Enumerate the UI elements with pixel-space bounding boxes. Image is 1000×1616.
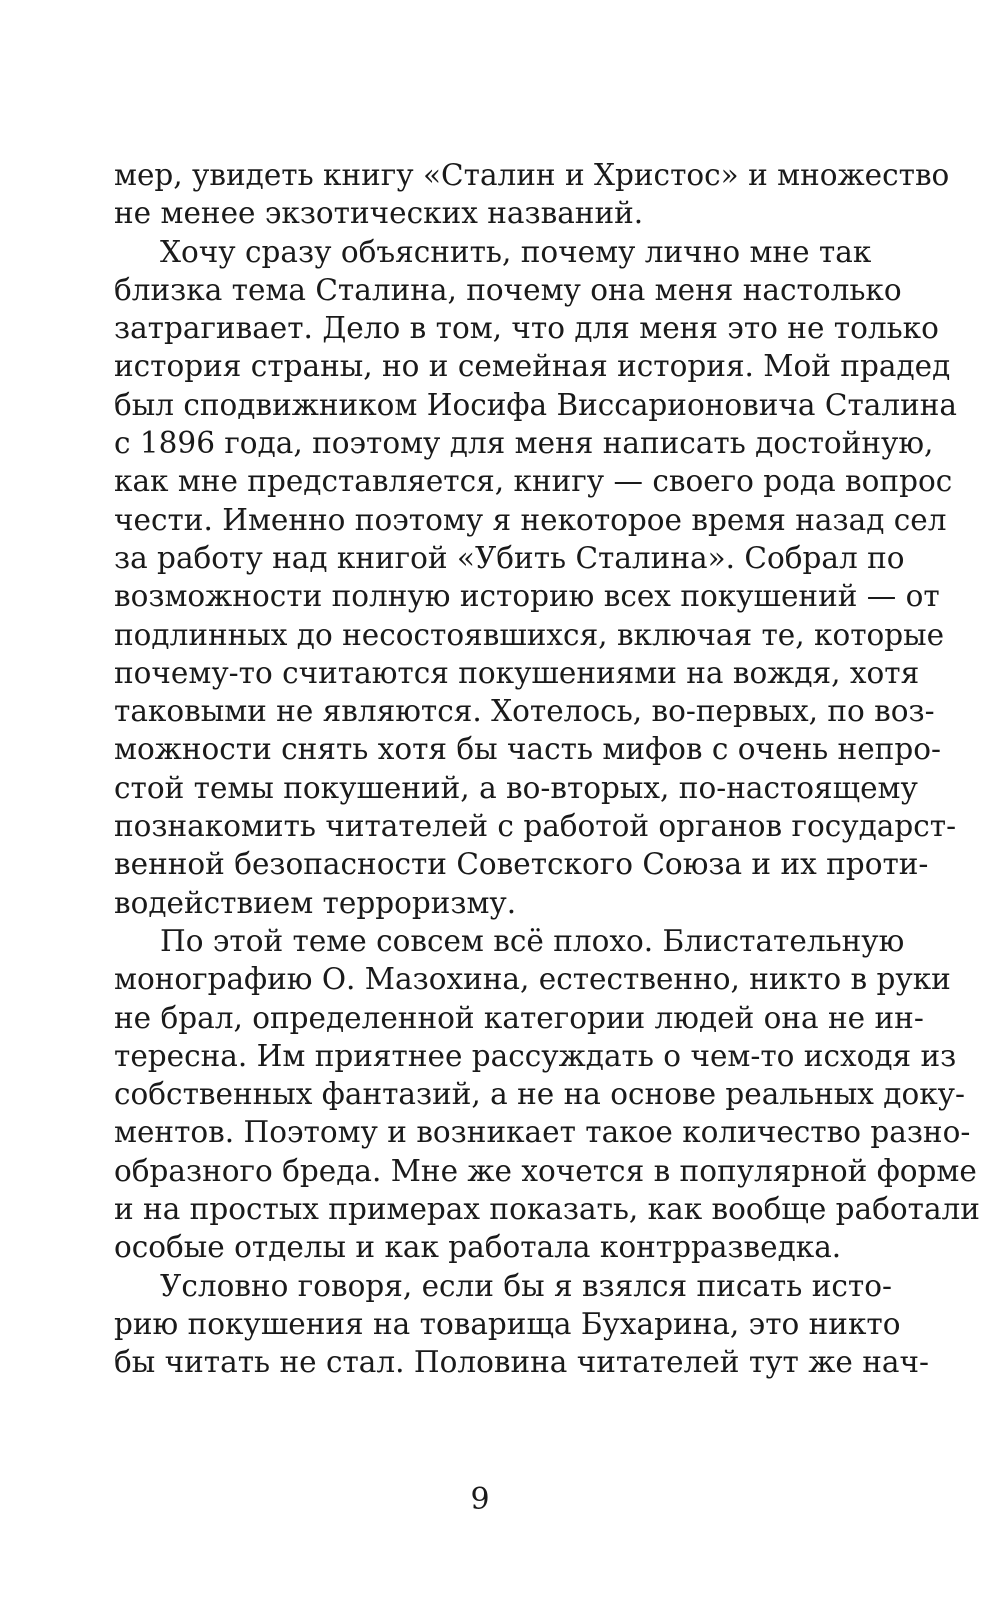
- text-line: стой темы покушений, а во-вторых, по-настоящему: [114, 770, 918, 805]
- text-line: чести. Именно поэтому я некоторое время назад сел: [114, 502, 947, 537]
- text-line: познакомить читателей с работой органов государст-: [114, 809, 957, 844]
- text-line: и на простых примерах показать, как вообще работали: [114, 1192, 980, 1227]
- text-line: бы читать не стал. Половина читателей тут же нач-: [114, 1345, 929, 1380]
- text-line: возможности полную историю всех покушений — от: [114, 579, 940, 614]
- text-line: образного бреда. Мне же хочется в популярной форме: [114, 1153, 977, 1188]
- text-line: можности снять хотя бы часть мифов с очень непро-: [114, 732, 941, 767]
- text-line: собственных фантазий, а не на основе реальных доку-: [114, 1077, 965, 1112]
- text-line: ментов. Поэтому и возникает такое количество разно-: [114, 1115, 971, 1150]
- text-line: не брал, определенной категории людей она не ин-: [114, 1000, 924, 1035]
- text-line: подлинных до несостоявшихся, включая те, которые: [114, 617, 945, 652]
- text-line: особые отделы и как работала контрразведка.: [114, 1230, 842, 1265]
- page-number: 9: [470, 1482, 490, 1517]
- text-line: тересна. Им приятнее рассуждать о чем-то исходя из: [114, 1038, 957, 1073]
- text-line: монографию О. Мазохина, естественно, никто в руки: [114, 962, 951, 997]
- text-line: за работу над книгой «Убить Сталина». Собрал по: [114, 540, 905, 575]
- text-line: затрагивает. Дело в том, что для меня это не только: [114, 311, 939, 346]
- body-text: [114, 156, 980, 1382]
- text-line: По этой теме совсем всё плохо. Блистательную: [160, 923, 905, 958]
- text-line: почему-то считаются покушениями на вождя, хотя: [114, 655, 920, 690]
- text-line: таковыми не являются. Хотелось, во-первых, по воз-: [114, 694, 935, 729]
- text-line: был сподвижником Иосифа Виссарионовича Сталина: [114, 387, 958, 422]
- text-line: как мне представляется, книгу — своего рода вопрос: [114, 464, 953, 499]
- text-line: Условно говоря, если бы я взялся писать исто-: [160, 1268, 892, 1303]
- text-line: мер, увидеть книгу «Сталин и Христос» и множество: [114, 158, 950, 192]
- text-line: близка тема Сталина, почему она меня настолько: [114, 272, 902, 307]
- text-line: Хочу сразу объяснить, почему лично мне так: [160, 234, 872, 269]
- text-line: с 1896 года, поэтому для меня написать достойную,: [114, 426, 934, 461]
- text-line: не менее экзотических названий.: [114, 196, 644, 231]
- text-line: водействием терроризму.: [114, 885, 517, 920]
- text-line: история страны, но и семейная история. Мой прадед: [114, 349, 951, 384]
- text-line: рию покушения на товарища Бухарина, это никто: [114, 1306, 901, 1341]
- text-line: венной безопасности Советского Союза и их проти-: [114, 847, 929, 882]
